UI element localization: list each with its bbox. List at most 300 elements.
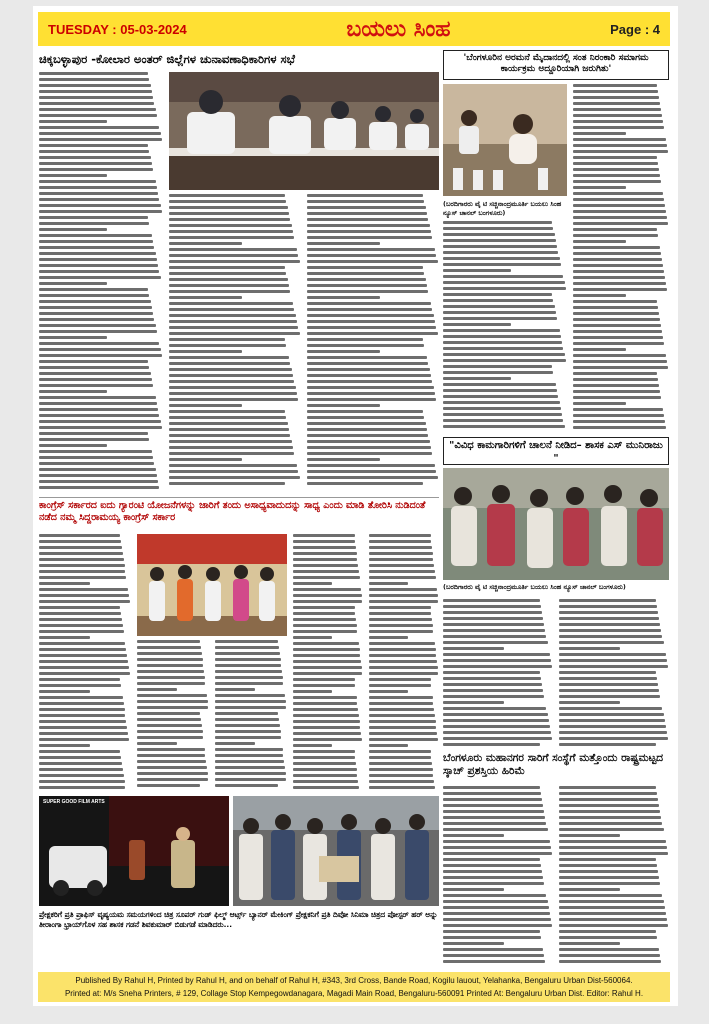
text-line xyxy=(39,396,156,399)
text-line xyxy=(39,462,154,465)
text-line xyxy=(39,300,151,303)
text-line xyxy=(39,600,130,603)
text-line xyxy=(369,600,438,603)
text-line xyxy=(169,398,298,401)
text-line xyxy=(39,678,120,681)
text-line xyxy=(369,774,433,777)
text-line xyxy=(39,708,125,711)
text-line xyxy=(369,720,436,723)
text-line xyxy=(443,239,556,242)
text-line xyxy=(39,90,152,93)
text-line xyxy=(39,570,125,573)
text-line xyxy=(369,552,433,555)
bmtc-headline: ಬೆಂಗಳೂರು ಮಹಾನಗರ ಸಾರಿಗೆ ಸಂಸ್ಥೆಗೆ ಮತ್ತೊಂದು ರಾಷ್ಟ್ರಮಟ್ಟದ ಸ್ಕಾಚ್ ಪ್ರಶಸ್ತಿಯ ಹಿರಿಮೆ xyxy=(443,752,664,778)
newspaper-page xyxy=(33,6,678,1006)
text-line xyxy=(137,652,202,655)
text-line xyxy=(307,410,423,413)
section-divider xyxy=(39,497,439,498)
text-line xyxy=(39,762,122,765)
text-line xyxy=(573,372,657,375)
text-line xyxy=(39,150,149,153)
text-line xyxy=(307,368,430,371)
text-line xyxy=(559,798,658,801)
text-line xyxy=(169,302,293,305)
text-line xyxy=(443,689,543,692)
text-line xyxy=(307,356,427,359)
text-line xyxy=(39,372,151,375)
text-line xyxy=(573,198,664,201)
text-line xyxy=(169,224,292,227)
text-line xyxy=(573,192,663,195)
text-line xyxy=(559,882,660,885)
congress-headline: ಕಾಂಗ್ರೆಸ್ ಸರ್ಕಾರದ ಐದು ಗ್ಯಾರಂಟಿ ಯೋಜನೆಗಳನ್ನು ಜಾರಿಗೆ ತಂದು ಅಸಾಧ್ಯವಾದುದನ್ನು ಸಾಧ್ಯ ಎಂದು ಮಾಡಿ ತೋರಿಸಿ ನುಡಿದಂತೆ ನಡೆದ ನಮ್ಮ ಸಿದ್ದರಾಮಯ್ಯ ಕಾಂಗ್ರೆಸ್ ಸರ್ಕಾರ xyxy=(39,500,426,523)
text-line xyxy=(573,396,661,399)
text-line xyxy=(293,648,360,651)
text-line xyxy=(39,276,161,279)
text-line xyxy=(443,834,504,837)
text-line xyxy=(443,281,565,284)
text-line xyxy=(573,318,660,321)
text-line xyxy=(39,588,128,591)
text-line xyxy=(39,534,120,537)
text-line xyxy=(169,446,293,449)
text-line xyxy=(293,534,355,537)
text-line xyxy=(39,780,125,783)
text-line xyxy=(169,230,293,233)
text-line xyxy=(39,294,149,297)
text-line xyxy=(573,102,660,105)
text-line xyxy=(293,774,357,777)
text-line xyxy=(39,228,107,231)
text-line xyxy=(443,227,553,230)
text-line xyxy=(559,605,657,608)
text-line xyxy=(559,870,658,873)
text-line xyxy=(443,870,542,873)
text-line xyxy=(369,732,437,735)
text-line xyxy=(443,263,561,266)
text-line xyxy=(307,218,428,221)
text-line xyxy=(215,748,283,751)
text-line xyxy=(307,434,428,437)
text-line xyxy=(169,236,294,239)
text-line xyxy=(369,756,431,759)
text-line xyxy=(169,422,288,425)
text-line xyxy=(293,654,360,657)
text-line xyxy=(293,588,361,591)
text-line xyxy=(39,684,121,687)
text-line xyxy=(39,360,148,363)
text-line xyxy=(39,114,157,117)
text-line xyxy=(39,138,162,141)
text-line xyxy=(559,840,666,843)
text-line xyxy=(443,786,540,789)
text-line xyxy=(293,666,362,669)
text-line xyxy=(369,612,431,615)
text-line xyxy=(137,760,206,763)
text-line xyxy=(39,420,161,423)
text-line xyxy=(215,772,286,775)
text-line xyxy=(169,386,296,389)
text-line xyxy=(39,702,124,705)
text-line xyxy=(369,666,438,669)
text-line xyxy=(573,276,665,279)
text-line xyxy=(443,936,541,939)
text-line xyxy=(559,858,656,861)
text-line xyxy=(307,260,438,263)
text-line xyxy=(307,416,424,419)
text-line xyxy=(443,305,555,308)
text-line xyxy=(559,629,661,632)
text-line xyxy=(307,224,430,227)
text-line xyxy=(39,78,149,81)
text-line xyxy=(39,618,122,621)
text-line xyxy=(169,260,300,263)
text-line xyxy=(573,306,658,309)
newspaper-title: ಬಯಲು ಸಿಂಹ xyxy=(346,16,451,42)
text-line xyxy=(39,612,121,615)
text-line xyxy=(369,588,437,591)
text-line xyxy=(39,378,152,381)
text-line xyxy=(39,426,162,429)
text-line xyxy=(307,386,434,389)
text-line xyxy=(369,636,408,639)
text-line xyxy=(215,754,283,757)
text-line xyxy=(369,762,432,765)
text-line xyxy=(573,366,668,369)
text-line xyxy=(169,440,292,443)
text-line xyxy=(443,906,549,909)
text-line xyxy=(443,876,543,879)
text-line xyxy=(369,624,433,627)
text-line xyxy=(39,540,121,543)
text-line xyxy=(307,320,435,323)
text-line xyxy=(39,336,107,339)
text-line xyxy=(443,641,548,644)
text-line xyxy=(215,766,285,769)
text-line xyxy=(39,552,123,555)
text-line xyxy=(307,476,438,479)
mla-headline: "ವಿವಿಧ ಕಾಮಗಾರಿಗಳಿಗೆ ಚಾಲನೆ ನೀಡಿದ– ಶಾಸಕ ಎಸ್ ಮುನಿರಾಜು " xyxy=(443,437,669,465)
text-line xyxy=(443,804,543,807)
text-line xyxy=(293,612,355,615)
text-line xyxy=(307,464,435,467)
text-line xyxy=(307,338,423,341)
text-line xyxy=(307,452,432,455)
text-line xyxy=(39,786,125,789)
text-line xyxy=(169,326,298,329)
text-line xyxy=(39,348,161,351)
text-line xyxy=(169,464,297,467)
text-line xyxy=(137,640,200,643)
text-line xyxy=(559,948,659,951)
text-line xyxy=(559,671,656,674)
text-line xyxy=(369,714,435,717)
text-line xyxy=(39,774,124,777)
text-line xyxy=(307,248,435,251)
text-line xyxy=(573,294,626,297)
text-line xyxy=(369,786,435,789)
text-line xyxy=(573,378,658,381)
text-line xyxy=(307,326,436,329)
mla-caption: (ಬರದಿಗಾರರು ವೈ ಟಿ ಸಚ್ಚಿನಾಂದ್ರಮೂರ್ತಿ ಬಯಲು ಸಿಂಹ ನ್ಯೂಸ್ ಚಾನಲ್ ಬಂಗಳೂರು) xyxy=(443,583,626,591)
text-line xyxy=(307,440,430,443)
text-line xyxy=(573,90,658,93)
text-line xyxy=(559,834,620,837)
text-line xyxy=(307,482,423,485)
text-line xyxy=(39,606,120,609)
film-company-logo: SUPER GOOD FILM ARTS xyxy=(43,799,105,805)
text-line xyxy=(369,672,438,675)
text-line xyxy=(293,684,355,687)
text-line xyxy=(559,822,662,825)
text-line xyxy=(369,564,434,567)
text-line xyxy=(137,694,207,697)
text-line xyxy=(39,384,153,387)
text-line xyxy=(443,341,562,344)
text-line xyxy=(369,642,435,645)
text-line xyxy=(573,210,666,213)
text-line xyxy=(573,360,667,363)
text-line xyxy=(137,658,203,661)
text-line xyxy=(215,664,281,667)
text-line xyxy=(39,186,157,189)
text-line xyxy=(39,624,123,627)
text-line xyxy=(443,293,552,296)
text-line xyxy=(39,756,121,759)
text-line xyxy=(443,425,565,428)
text-line xyxy=(215,718,279,721)
text-line xyxy=(559,701,620,704)
text-line xyxy=(559,647,620,650)
text-line xyxy=(307,278,426,281)
text-line xyxy=(573,288,667,291)
text-line xyxy=(137,748,205,751)
text-line xyxy=(169,338,285,341)
text-line xyxy=(443,864,541,867)
text-line xyxy=(169,242,242,245)
text-line xyxy=(39,438,149,441)
text-line xyxy=(559,888,620,891)
text-line xyxy=(169,434,290,437)
text-line xyxy=(39,666,129,669)
text-line xyxy=(293,564,358,567)
text-line xyxy=(169,272,286,275)
text-line xyxy=(39,324,156,327)
congress-event-photo xyxy=(137,534,287,636)
text-line xyxy=(169,320,297,323)
text-line xyxy=(573,330,662,333)
text-line xyxy=(293,618,356,621)
text-line xyxy=(559,617,659,620)
text-line xyxy=(443,924,552,927)
nirankari-photo xyxy=(443,84,567,196)
text-line xyxy=(39,102,154,105)
text-line xyxy=(573,132,626,135)
text-line xyxy=(559,960,661,963)
text-line xyxy=(573,138,666,141)
text-line xyxy=(559,677,657,680)
text-line xyxy=(443,269,511,272)
text-line xyxy=(169,476,300,479)
text-line xyxy=(307,350,380,353)
text-line xyxy=(137,712,200,715)
text-line xyxy=(39,474,157,477)
text-line xyxy=(215,688,255,691)
text-line xyxy=(573,270,664,273)
text-line xyxy=(559,623,660,626)
text-line xyxy=(137,736,203,739)
text-line xyxy=(169,278,288,281)
text-line xyxy=(39,714,125,717)
text-line xyxy=(307,308,432,311)
imprint-publisher-line: Published By Rahul H, Printed by Rahul H, and on behalf of Rahul H, #343, 3rd Cross, Bande Road, Kogilu lauout, Yelahanka, Bengaluru Urban Dist-560064. xyxy=(75,976,633,985)
text-line xyxy=(443,960,545,963)
text-line xyxy=(169,350,242,353)
text-line xyxy=(215,700,286,703)
text-line xyxy=(39,450,152,453)
text-line xyxy=(307,296,380,299)
text-line xyxy=(137,670,204,673)
text-line xyxy=(39,726,127,729)
text-line xyxy=(559,653,666,656)
text-line xyxy=(443,275,563,278)
text-line xyxy=(559,665,668,668)
text-line xyxy=(39,174,107,177)
text-line xyxy=(369,648,436,651)
text-line xyxy=(443,395,558,398)
text-line xyxy=(443,317,557,320)
text-line xyxy=(369,660,437,663)
text-line xyxy=(39,330,157,333)
text-line xyxy=(169,452,294,455)
text-line xyxy=(293,558,357,561)
text-line xyxy=(39,366,149,369)
text-line xyxy=(573,162,658,165)
text-line xyxy=(573,120,663,123)
text-line xyxy=(169,254,298,257)
text-line xyxy=(573,168,659,171)
text-line xyxy=(443,701,504,704)
text-line xyxy=(293,636,332,639)
text-line xyxy=(443,353,565,356)
text-line xyxy=(39,738,129,741)
text-line xyxy=(573,384,659,387)
masthead xyxy=(38,12,670,46)
text-line xyxy=(169,428,289,431)
text-line xyxy=(573,390,660,393)
text-line xyxy=(39,96,153,99)
text-line xyxy=(169,314,296,317)
text-line xyxy=(293,768,357,771)
text-line xyxy=(573,96,659,99)
story-text-column xyxy=(39,72,163,492)
text-line xyxy=(443,629,545,632)
text-line xyxy=(39,768,123,771)
text-line xyxy=(39,312,153,315)
text-line xyxy=(443,599,540,602)
text-line xyxy=(39,468,156,471)
text-line xyxy=(137,754,205,757)
text-line xyxy=(443,359,566,362)
text-line xyxy=(443,948,543,951)
text-line xyxy=(307,428,427,431)
meeting-photo xyxy=(169,72,439,190)
text-line xyxy=(169,362,290,365)
story-text-columns xyxy=(443,599,669,749)
text-line xyxy=(169,410,285,413)
text-line xyxy=(443,792,541,795)
text-line xyxy=(443,930,540,933)
text-line xyxy=(39,210,162,213)
movie-launch-caption: ಪ್ರೇಕ್ಷಕರಿಗೆ ಪ್ರತಿ ಪ್ರಾಫಿಸ್ ವೃಷ್ಯಯಮ ಸಮಯಗಳಿಂದ ಚಿತ್ರ ಸೂಪರ್ ಗುಡ್ ಫಿಲ್ಮ್ ಆರ್ಟ್ಸ್ ಬ್ಯಾನರ್ ಮೇಕಿಂಗ್ ಪ್ರೇಕ್ಷಕನಿಗೆ ಪ್ರತಿ ದಿವೋ ಸಿನಿಮಾ ಚಿತ್ರದ ಪೋಸ್ಟರ್ ಹರ್ ಅನ್ನು ತೀರಾಂಗಾ ಭ್ರಾಯ್‌ಗೊಳ ಸಹ ಶಾಸಕ ಗಡನೆ ಶಿವಕುಮಾರ್ ಬಿಡುಗಡೆ ಮಾಡಿದರು... xyxy=(39,910,438,929)
text-line xyxy=(169,374,293,377)
text-line xyxy=(39,408,158,411)
text-line xyxy=(39,270,159,273)
text-line xyxy=(559,641,664,644)
text-line xyxy=(137,772,208,775)
text-line xyxy=(443,311,556,314)
text-line xyxy=(443,912,550,915)
text-line xyxy=(573,216,667,219)
text-line xyxy=(559,611,658,614)
text-line xyxy=(443,653,550,656)
text-line xyxy=(39,282,107,285)
story-text-columns xyxy=(137,640,287,792)
text-line xyxy=(39,414,159,417)
text-line xyxy=(169,266,285,269)
text-line xyxy=(573,420,665,423)
text-line xyxy=(443,377,511,380)
text-line xyxy=(443,900,548,903)
text-line xyxy=(39,252,156,255)
text-line xyxy=(215,760,284,763)
text-line xyxy=(307,392,435,395)
text-line xyxy=(169,380,294,383)
text-line xyxy=(169,482,285,485)
text-line xyxy=(215,784,278,787)
text-line xyxy=(307,302,431,305)
text-line xyxy=(443,665,552,668)
text-line xyxy=(293,606,355,609)
mla-photo xyxy=(443,468,669,580)
text-line xyxy=(443,605,541,608)
text-line xyxy=(559,792,657,795)
text-line xyxy=(293,660,361,663)
text-line xyxy=(443,852,552,855)
text-line xyxy=(369,708,434,711)
text-line xyxy=(39,234,152,237)
text-line xyxy=(39,192,158,195)
text-line xyxy=(443,419,563,422)
text-line xyxy=(293,624,357,627)
text-line xyxy=(369,534,431,537)
text-line xyxy=(215,652,280,655)
text-line xyxy=(293,756,355,759)
text-line xyxy=(443,822,546,825)
text-line xyxy=(443,347,563,350)
movie-launch-photo xyxy=(233,796,439,906)
text-line xyxy=(169,404,242,407)
text-line xyxy=(443,299,553,302)
text-line xyxy=(369,702,433,705)
text-line xyxy=(573,402,626,405)
text-line xyxy=(293,576,360,579)
text-line xyxy=(215,712,278,715)
text-line xyxy=(573,426,666,429)
text-line xyxy=(39,720,126,723)
text-line xyxy=(39,744,90,747)
text-line xyxy=(443,846,551,849)
